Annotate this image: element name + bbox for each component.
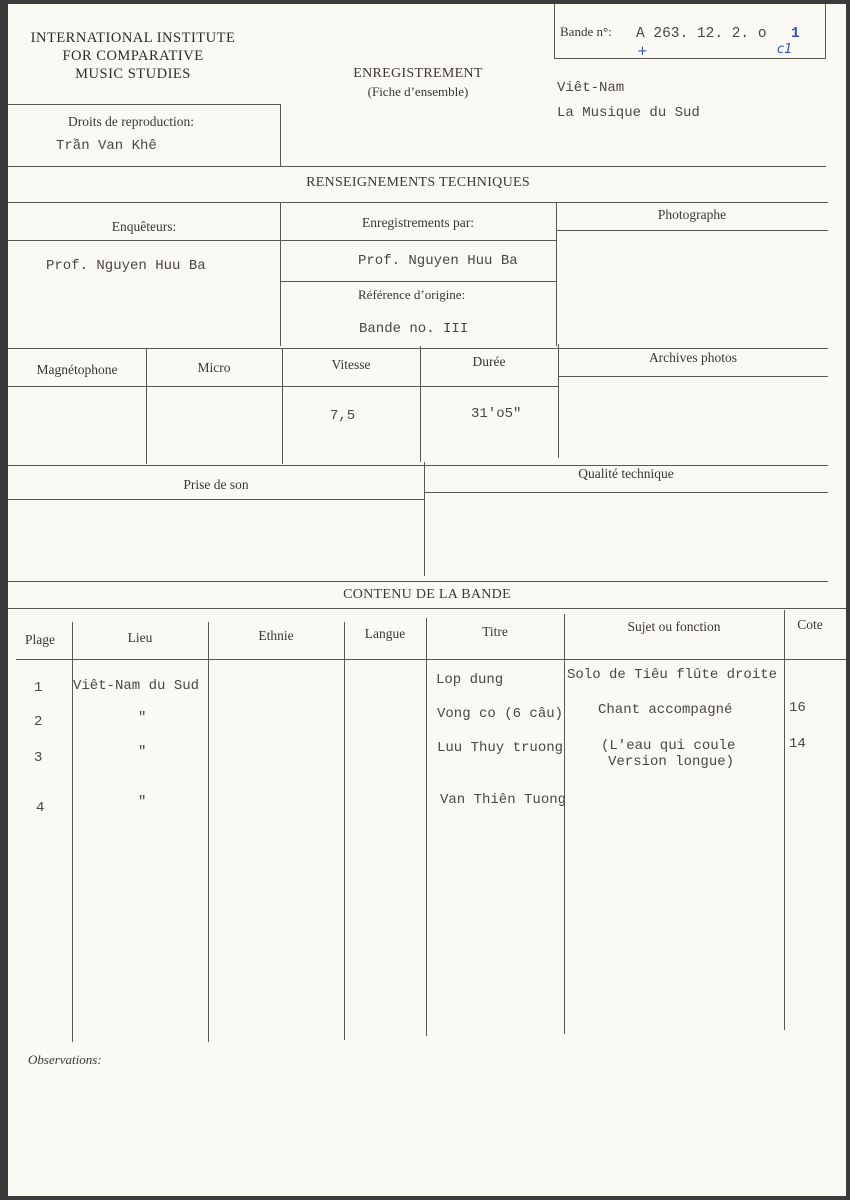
enqueteurs-value: Prof. Nguyen Huu Ba bbox=[46, 258, 206, 274]
institute-line-1: INTERNATIONAL INSTITUTE bbox=[30, 30, 236, 46]
contents-section-title: CONTENU DE LA BANDE bbox=[343, 587, 511, 602]
row-3-lieu: " bbox=[138, 744, 147, 760]
hand-mark-plus: + bbox=[637, 44, 648, 59]
enregistrements-value: Prof. Nguyen Huu Ba bbox=[358, 253, 518, 269]
sheet-title: ENREGISTREMENT bbox=[353, 66, 483, 81]
country-value: Viêt-Nam bbox=[557, 80, 625, 96]
row-3-titre: Luu Thuy truong bbox=[437, 740, 564, 756]
prise-de-son-label: Prise de son bbox=[183, 477, 249, 492]
col-cote-header: Cote bbox=[797, 617, 823, 632]
row-1-plage: 1 bbox=[34, 680, 43, 696]
row-2-plage: 2 bbox=[34, 714, 43, 730]
row-2-titre: Vong co (6 câu) bbox=[437, 706, 564, 722]
qualite-technique-label: Qualité technique bbox=[578, 466, 674, 481]
hand-mark-c1: c1 bbox=[777, 42, 793, 57]
institute-line-3: MUSIC STUDIES bbox=[75, 66, 191, 82]
col-sujet-header: Sujet ou fonction bbox=[627, 619, 721, 634]
record-sheet bbox=[8, 4, 846, 1196]
row-3-sujet-line-2: Version longue) bbox=[608, 754, 735, 770]
row-4-titre: Van Thiên Tuong bbox=[440, 792, 567, 808]
bande-value: A 263. 12. 2. o bbox=[636, 26, 767, 42]
col-lieu-header: Lieu bbox=[127, 630, 153, 645]
row-1-sujet: Solo de Tiêu flûte droite bbox=[567, 667, 778, 683]
row-4-lieu: " bbox=[138, 794, 147, 810]
row-1-titre: Lop dung bbox=[436, 672, 504, 688]
micro-label: Micro bbox=[197, 360, 231, 375]
magnetophone-label: Magnétophone bbox=[36, 362, 118, 377]
enqueteurs-label: Enquêteurs: bbox=[111, 219, 177, 234]
bande-label: Bande n°: bbox=[560, 24, 612, 39]
reference-value: Bande no. III bbox=[359, 321, 469, 337]
observations-label: Observations: bbox=[28, 1052, 102, 1067]
row-2-cote: 16 bbox=[789, 700, 806, 716]
col-langue-header: Langue bbox=[364, 626, 406, 641]
row-3-cote: 14 bbox=[789, 736, 806, 752]
col-ethnie-header: Ethnie bbox=[258, 628, 294, 643]
duree-label: Durée bbox=[472, 354, 506, 369]
row-2-lieu: " bbox=[138, 710, 147, 726]
row-1-lieu: Viêt-Nam du Sud bbox=[73, 678, 200, 694]
photographe-label: Photographe bbox=[657, 207, 727, 222]
row-3-sujet: (L'eau qui coule bbox=[601, 738, 736, 754]
archives-label: Archives photos bbox=[648, 350, 738, 365]
enregistrements-label: Enregistrements par: bbox=[361, 215, 475, 230]
col-plage-header: Plage bbox=[25, 632, 55, 647]
row-4-plage: 4 bbox=[36, 800, 45, 816]
institute-line-2: FOR COMPARATIVE bbox=[62, 48, 204, 64]
duree-value: 31'o5" bbox=[471, 406, 522, 422]
rights-value: Trần Van Khê bbox=[56, 138, 157, 154]
collection-value: La Musique du Sud bbox=[557, 105, 700, 121]
technical-section-title: RENSEIGNEMENTS TECHNIQUES bbox=[306, 175, 530, 190]
col-titre-header: Titre bbox=[482, 624, 508, 639]
sheet-subtitle: (Fiche d’ensemble) bbox=[367, 84, 469, 99]
vitesse-label: Vitesse bbox=[331, 357, 371, 372]
vitesse-value: 7,5 bbox=[330, 408, 356, 424]
row-2-sujet: Chant accompagné bbox=[598, 702, 733, 718]
rights-label: Droits de reproduction: bbox=[68, 114, 194, 129]
row-3-plage: 3 bbox=[34, 750, 43, 766]
bande-hand-digit: 1 bbox=[791, 26, 800, 42]
reference-label: Référence d’origine: bbox=[358, 287, 466, 302]
